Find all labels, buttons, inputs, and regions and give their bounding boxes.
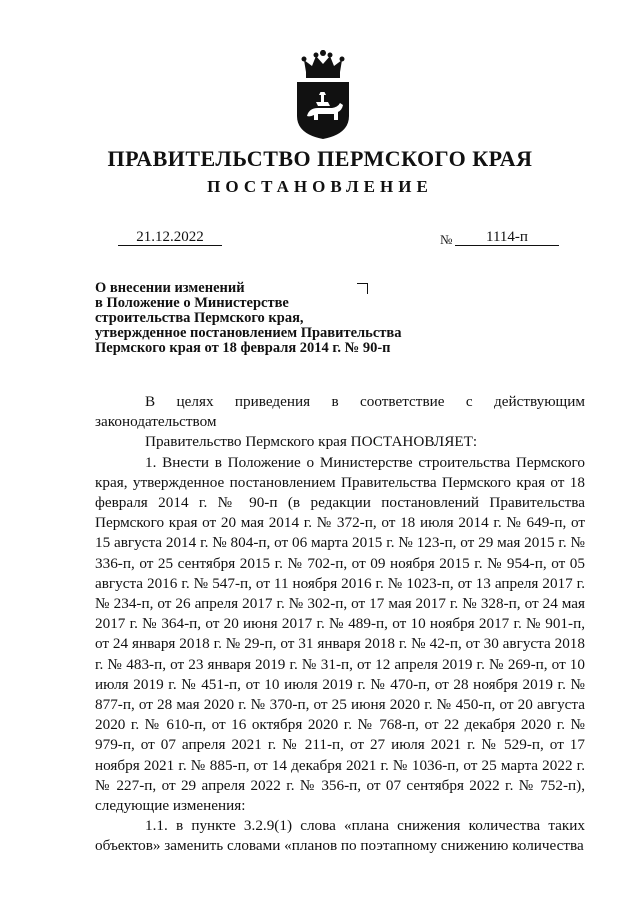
number-sign: № [440,232,453,247]
document-type: ПОСТАНОВЛЕНИЕ [207,177,433,196]
document-body [95,392,585,857]
subject-line: строительства Пермского края, [95,310,304,326]
perm-krai-coat-of-arms-icon [294,50,352,140]
subject-line: Пермского края от 18 февраля 2014 г. № 90-п [95,340,391,356]
subject-line: в Положение о Министерстве [95,295,289,311]
subject-line: О внесении изменений [95,280,245,296]
corner-bracket-mark [357,283,368,294]
subject-line: утвержденное постановлением Правительства [95,325,402,341]
document-subject [95,281,435,356]
item-1-paragraph: 1. Внести в Положение о Министерстве строительства Пермского края, утвержденное постановлением Правительства Пермского края от 18 февраля 2014 г. № 90-п (в редакции постановлений Правительства Пермского края от 20 мая 2014 г. № 372-п, от 18 июля 2014 г. № 649-п, от 15 августа 2014 г. № 804-п, от 06 марта 2015 г. № 123-п, от 29 мая 2015 г. № 336-п, от 25 сентября 2015 г. № 702-п, от 09 ноября 2015 г. № 954-п, от 05 августа 2016 г. № 547-п, от 11 ноября 2016 г. № 1023-п, от 13 апреля 2017 г. № 234-п, от 26 апреля 2017 г. № 302-п, от 17 мая 2017 г. № 328-п, от 24 мая 2017 г. № 364-п, от 20 июня 2017 г. № 489-п, от 10 ноября 2017 г. № 901-п, от 24 января 2018 г. № 29-п, от 31 января 2018 г. № 42-п, от 30 августа 2018 г. № 483-п, от 23 января 2019 г. № 31-п, от 12 апреля 2019 г. № 269-п, от 10 июля 2019 г. № 451-п, от 10 июля 2019 г. № 470-п, от 28 ноября 2019 г. № 877-п, от 28 мая 2020 г. № 370-п, от 25 июня 2020 г. № 450-п, от 20 августа 2020 г. № 610-п, от 16 октября 2020 г. № 768-п, от 22 декабря 2020 г. № 979-п, от 07 апреля 2021 г. № 211-п, от 27 июля 2021 г. № 529-п, от 17 ноября 2021 г. № 885-п, от 14 декабря 2021 г. № 1036-п, от 25 марта 2022 г. № 227-п, от 29 апреля 2022 г. № 356-п, от 07 сентября 2022 г. № 752-п), следующие изменения: [95,453,585,815]
intro-continuation: законодательством [95,413,217,431]
item-1-1-paragraph: 1.1. в пункте 3.2.9(1) слова «плана снижения количества таких объектов» заменить словами «планов по поэтапному снижению количества [95,817,585,855]
document-number: 1114-п [455,229,559,246]
document-date: 21.12.2022 [118,229,222,246]
resolves-paragraph: Правительство Пермского края ПОСТАНОВЛЯЕТ: [145,433,478,451]
intro-first-line: В целях приведения в соответствие с действующим [145,393,585,410]
government-title: ПРАВИТЕЛЬСТВО ПЕРМСКОГО КРАЯ [107,146,533,171]
